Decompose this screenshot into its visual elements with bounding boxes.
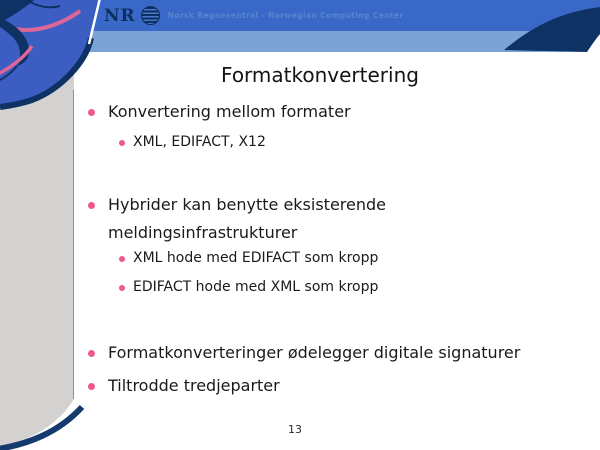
bullet-text: Formatkonverteringer ødelegger digitale signaturer	[108, 343, 521, 362]
bullet-text: Konvertering mellom formater	[108, 102, 351, 121]
organization-name: Norsk Regnesentral - Norwegian Computing Center	[167, 11, 404, 20]
nr-logo: NR	[104, 5, 136, 26]
bullet-text: EDIFACT hode med XML som kropp	[133, 279, 379, 295]
bullet-text: XML hode med EDIFACT som kropp	[133, 250, 379, 266]
slide-title: Formatkonvertering	[221, 63, 419, 87]
corner-swoosh-decoration	[500, 0, 600, 56]
bullet-text: Hybrider kan benytte eksisterende meldingsinfrastrukturer	[108, 195, 386, 242]
bullet-text: XML, EDIFACT, X12	[133, 134, 266, 150]
bullet-text: Tiltrodde tredjeparter	[108, 376, 280, 395]
page-number: 13	[288, 423, 302, 436]
left-swirl-decoration	[0, 0, 160, 450]
